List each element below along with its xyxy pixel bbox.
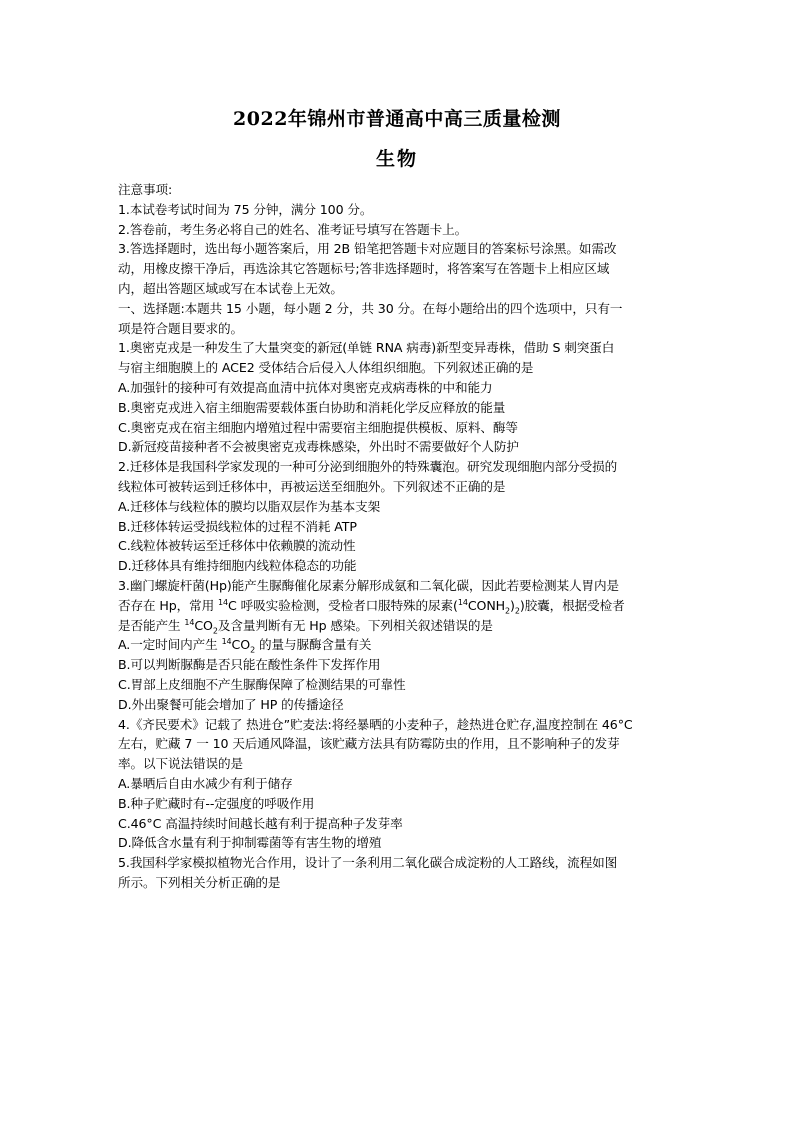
question-stem: 左右，贮藏 7 一 10 天后通风降温，该贮藏方法具有防霉防虫的作用，且不影响种子的发芽 — [118, 736, 620, 752]
question-stem: 所示。下列相关分析正确的是 — [118, 874, 281, 890]
question-stem: 4.《齐民要术》记载了 热进仓”贮麦法:将经暴晒的小麦种子，趁热进仓贮存,温度控制在 46°C — [118, 716, 633, 732]
isotope-mark: 14 — [221, 637, 232, 647]
text-run: CO — [194, 617, 213, 633]
option-d: D.降低含水量有利于抑制霉菌等有害生物的增殖 — [118, 835, 382, 851]
question-stem: 5.我国科学家模拟植物光合作用，设计了一条利用二氧化碳合成淀粉的人工路线，流程如图 — [118, 855, 618, 871]
option-a: A.加强针的接种可有效提高血清中抗体对奥密克戎病毒株的中和能力 — [118, 379, 493, 395]
option-d: D.新冠疫苗接种者不会被奥密克戎毒株感染，外出时不需要做好个人防护 — [118, 439, 519, 455]
question-stem: 线粒体可被转运到迁移体中，再被运送至细胞外。下列叙述不正确的是 — [118, 478, 506, 494]
question-stem: 率。以下说法错误的是 — [118, 756, 243, 772]
isotope-mark: 14 — [184, 617, 195, 627]
question-stem: 3.幽门螺旋杆菌(Hp)能产生脲酶催化尿素分解形成氨和二氧化碳，因此若要检测某人胃内是 — [118, 577, 619, 593]
option-a: A.暴晒后自由水减少有利于储存 — [118, 775, 293, 791]
isotope-mark: 14 — [457, 597, 468, 607]
option-c: C.线粒体被转运至迁移体中依赖膜的流动性 — [118, 538, 356, 554]
option-d: D.外出聚餐可能会增加了 HP 的传播途径 — [118, 696, 344, 712]
text-run: 及含量判断有无 Hp 感染。下列相关叙述错误的是 — [217, 617, 493, 633]
option-c: C.奥密克戎在宿主细胞内增殖过程中需要宿主细胞提供模板、原料、酶等 — [118, 419, 518, 435]
question-stem: 与宿主细胞膜上的 ACE2 受体结合后侵入人体组织细胞。下列叙述正确的是 — [118, 360, 534, 376]
section-intro: 一、选择题:本题共 15 小题，每小题 2 分，共 30 分。在每小题给出的四个选项中，只有一 — [118, 300, 623, 316]
question-stem: 2.迁移体是我国科学家发现的一种可分泌到细胞外的特殊囊泡。研究发现细胞内部分受损的 — [118, 459, 618, 475]
text-run: 否存在 Hp，常用 — [118, 597, 219, 613]
subscript: 2 — [505, 606, 511, 616]
option-b: B.迁移体转运受损线粒体的过程不消耗 ATP — [118, 518, 357, 534]
question-stem: 1.奥密克戎是一种发生了大量突变的新冠(单链 RNA 病毒)新型变异毒株，借助 S 刺突蛋白 — [118, 340, 615, 356]
text-run: A.一定时间内产生 — [118, 637, 222, 653]
option-b: B.可以判断脲酶是否只能在酸性条件下发挥作用 — [118, 657, 381, 673]
option-c: C.胃部上皮细胞不产生脲酶保障了检测结果的可靠性 — [118, 676, 406, 692]
option-b: B.种子贮藏时有--定强度的呼吸作用 — [118, 795, 315, 811]
exam-body — [118, 180, 682, 893]
subscript: 2 — [250, 645, 256, 655]
question-stem — [118, 616, 682, 636]
subscript: 2 — [514, 606, 520, 616]
text-run: C 呼吸实验检测，受检者口服特殊的尿素( — [228, 597, 458, 613]
text-run: ) — [510, 597, 515, 613]
option-d: D.迁移体具有维持细胞内线粒体稳态的功能 — [118, 558, 357, 574]
notice-item: 2.答卷前，考生务必将自己的姓名、准考证号填写在答题卡上。 — [118, 221, 468, 237]
exam-title: 2022年锦州市普通高中高三质量检测 — [233, 108, 561, 130]
text-run: 是否能产生 — [118, 617, 185, 633]
notice-item: 动，用橡皮擦干净后，再选涂其它答题标号;答非选择题时，将答案写在答题卡上相应区域 — [118, 261, 610, 277]
section-intro: 项是符合题目要求的。 — [118, 320, 243, 336]
notice-heading: 注意事项: — [118, 182, 173, 197]
notice-item: 1.本试卷考试时间为 75 分钟，满分 100 分。 — [118, 201, 373, 217]
text-run: )胶囊，根据受检者 — [519, 597, 625, 613]
option-a — [118, 635, 682, 655]
option-a: A.迁移体与线粒体的膜均以脂双层作为基本支架 — [118, 498, 381, 514]
subscript: 2 — [212, 626, 218, 636]
subject-title: 生物 — [375, 148, 418, 170]
text-run: CO — [231, 637, 251, 653]
option-b: B.奥密克戎进入宿主细胞需要载体蛋白协助和消耗化学反应释放的能量 — [118, 399, 506, 415]
notice-item: 3.答选择题时，选出每小题答案后，用 2B 铅笔把答题卡对应题目的答案标号涂黑。如需改 — [118, 241, 617, 257]
text-run: CONH — [467, 597, 506, 613]
text-run: 的量与脲酶含量有关 — [255, 637, 372, 653]
question-stem — [118, 596, 682, 616]
notice-item: 内，超出答题区域或写在本试卷上无效。 — [118, 280, 343, 296]
isotope-mark: 14 — [218, 597, 229, 607]
option-c: C.46°C 高温持续时间越长越有利于提高种子发芽率 — [118, 815, 403, 831]
